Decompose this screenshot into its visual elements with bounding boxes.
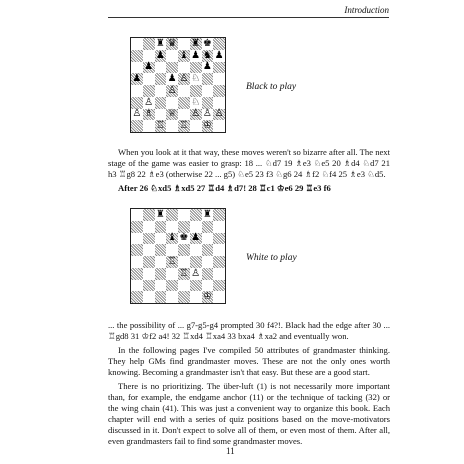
board-square (213, 291, 225, 303)
board-square (213, 209, 225, 221)
board-square (202, 256, 214, 268)
board-square (143, 244, 155, 256)
board-square: ♟ (167, 73, 177, 85)
board-square (213, 73, 225, 85)
board-square (190, 221, 202, 233)
board-square (155, 233, 167, 245)
board-square (166, 97, 178, 109)
board-square (190, 120, 202, 132)
board-square (190, 280, 202, 292)
running-header: Introduction (344, 5, 389, 15)
board-square: ♙ (167, 84, 177, 96)
board-square (190, 291, 202, 303)
board-square: ♚ (179, 232, 189, 244)
board-square: ♖ (155, 120, 165, 132)
board-square: ♕ (167, 108, 177, 120)
board-square: ♙ (191, 108, 201, 120)
board-square (213, 85, 225, 97)
board-square (213, 268, 225, 280)
board-square (178, 280, 190, 292)
board-square: ♟ (191, 49, 201, 61)
board-square (166, 62, 178, 74)
board-square (190, 62, 202, 74)
board-square: ♙ (191, 267, 201, 279)
header-rule (108, 17, 389, 18)
board-square (155, 280, 167, 292)
board-square (143, 209, 155, 221)
diagram-1-caption: Black to play (246, 82, 297, 92)
chess-diagram-2 (130, 208, 226, 304)
text-block-1 (108, 147, 390, 197)
board-square: ♛ (167, 37, 177, 49)
paragraph-5: There is no prioritizing. The über-luft (1) is not necessarily more important than, for example, the endgame anchor (11) or the technique of tacking (32) or the wing chain (41). This was just a convenient way to organize this book. Each chapter will end with a series of quiz positions based on the move-motivators discussed in it. Don't expect to solve all of them, or even most of them. After all, even grandmasters fail to find some grandmaster moves. (108, 381, 390, 446)
board-square (213, 233, 225, 245)
board-square (131, 97, 143, 109)
board-square (155, 291, 167, 303)
board-square (155, 73, 167, 85)
board-square (143, 256, 155, 268)
board-square (213, 221, 225, 233)
board-square (190, 85, 202, 97)
board-square (213, 97, 225, 109)
board-square (166, 209, 178, 221)
board-square (143, 268, 155, 280)
board-square: ♜ (191, 37, 201, 49)
board-square (143, 73, 155, 85)
board-square (143, 280, 155, 292)
board-square (202, 221, 214, 233)
board-square (143, 38, 155, 50)
board-square (166, 50, 178, 62)
board-square: ♝ (179, 49, 189, 61)
board-square (131, 268, 143, 280)
board-square (178, 85, 190, 97)
board-square (131, 221, 143, 233)
board-square (190, 209, 202, 221)
board-square: ♗ (144, 108, 154, 120)
board-square: ♙ (214, 108, 224, 120)
board-square: ♞ (202, 49, 212, 61)
board-square (202, 244, 214, 256)
board-square (155, 109, 167, 121)
board-square (178, 221, 190, 233)
board-square: ♟ (132, 73, 142, 85)
board-square (143, 120, 155, 132)
board-square: ♔ (202, 291, 212, 303)
board-square: ♟ (144, 61, 154, 73)
board-square (190, 256, 202, 268)
board-square (131, 291, 143, 303)
board-square (190, 244, 202, 256)
board-square: ♟ (191, 232, 201, 244)
board-square: ♙ (202, 108, 212, 120)
board-square (178, 256, 190, 268)
board-square: ♝ (167, 232, 177, 244)
board-square: ♙ (132, 108, 142, 120)
board-square (131, 38, 143, 50)
board-square: ♜ (155, 208, 165, 220)
board-square (202, 85, 214, 97)
paragraph-4: In the following pages I've compiled 50 attributes of grandmaster thinking. They help GMs find grandmaster moves. These are not the only ones worth knowing. Becoming a grandmaster isn't that easy. But these are a good start. (108, 345, 390, 377)
board-square (178, 109, 190, 121)
board-square (178, 209, 190, 221)
diagram-2-caption: White to play (246, 253, 297, 263)
board-square (213, 120, 225, 132)
text-block-2 (108, 320, 390, 450)
board-square (202, 73, 214, 85)
board-square (131, 244, 143, 256)
board-square (166, 120, 178, 132)
board-square (143, 233, 155, 245)
board-square: ♟ (155, 49, 165, 61)
board-square (178, 62, 190, 74)
board-square (155, 256, 167, 268)
board-square: ♘ (191, 96, 201, 108)
board-square: ♟ (202, 61, 212, 73)
board-square: ♔ (202, 120, 212, 132)
board-square (213, 38, 225, 50)
board-square (131, 50, 143, 62)
board-square (166, 268, 178, 280)
board-square: ♖ (179, 267, 189, 279)
board-square: ♙ (144, 96, 154, 108)
board-square (155, 62, 167, 74)
board-square (155, 221, 167, 233)
board-square (202, 268, 214, 280)
board-square (131, 233, 143, 245)
board-square (143, 85, 155, 97)
board-square: ♙ (179, 73, 189, 85)
board-square: ♜ (202, 208, 212, 220)
board-square: ♘ (191, 73, 201, 85)
board-square (166, 280, 178, 292)
board-square (131, 280, 143, 292)
page-number: 11 (226, 446, 235, 456)
board-square: ♚ (202, 37, 212, 49)
board-square (131, 85, 143, 97)
board-square (131, 256, 143, 268)
board-square (155, 268, 167, 280)
board-square (178, 97, 190, 109)
board-square (202, 97, 214, 109)
board-square (155, 244, 167, 256)
board-square (166, 244, 178, 256)
board-square (166, 291, 178, 303)
board-square (178, 291, 190, 303)
paragraph-3: ... the possibility of ... g7-g5-g4 prompted 30 f4?!. Black had the edge after 30 ... ♖gd8 31 ♔f2 a4! 32 ♖xd4 ♖xa4 33 bxa4 ♗xa2 and eventually won. (108, 320, 390, 341)
board-square (131, 62, 143, 74)
board-square (155, 97, 167, 109)
board-square (143, 291, 155, 303)
board-square: ♜ (155, 37, 165, 49)
chess-diagram-1 (130, 37, 226, 133)
board-square (178, 244, 190, 256)
board-square (213, 62, 225, 74)
board-square (131, 120, 143, 132)
board-square (178, 38, 190, 50)
board-square (166, 221, 178, 233)
board-square: ♟ (214, 49, 224, 61)
board-square (213, 256, 225, 268)
board-square: ♖ (179, 120, 189, 132)
paragraph-2: After 26 ♘xd5 ♗xd5 27 ♖d4 ♗d7! 28 ♖c1 ♔e6 29 ♖e3 f6 (118, 183, 331, 193)
board-square (202, 233, 214, 245)
board-square (202, 280, 214, 292)
board-square (143, 221, 155, 233)
board-square (155, 85, 167, 97)
paragraph-1: When you look at it that way, these moves weren't so bizarre after all. The next stage of the game was easier to grasp: 18 ... ♘d7 19 ♗e3 ♘e5 20 ♗d4 ♘d7 21 h3 ♖g8 22 ♗e3 (otherwise 22 ... g5) ♘e5 23 f3 ♘g6 24 ♗f2 ♘f4 25 ♗e3 ♘d5. (108, 147, 390, 179)
board-square (213, 280, 225, 292)
board-square (213, 244, 225, 256)
board-square (131, 209, 143, 221)
board-square: ♖ (167, 255, 177, 267)
board-square (143, 50, 155, 62)
